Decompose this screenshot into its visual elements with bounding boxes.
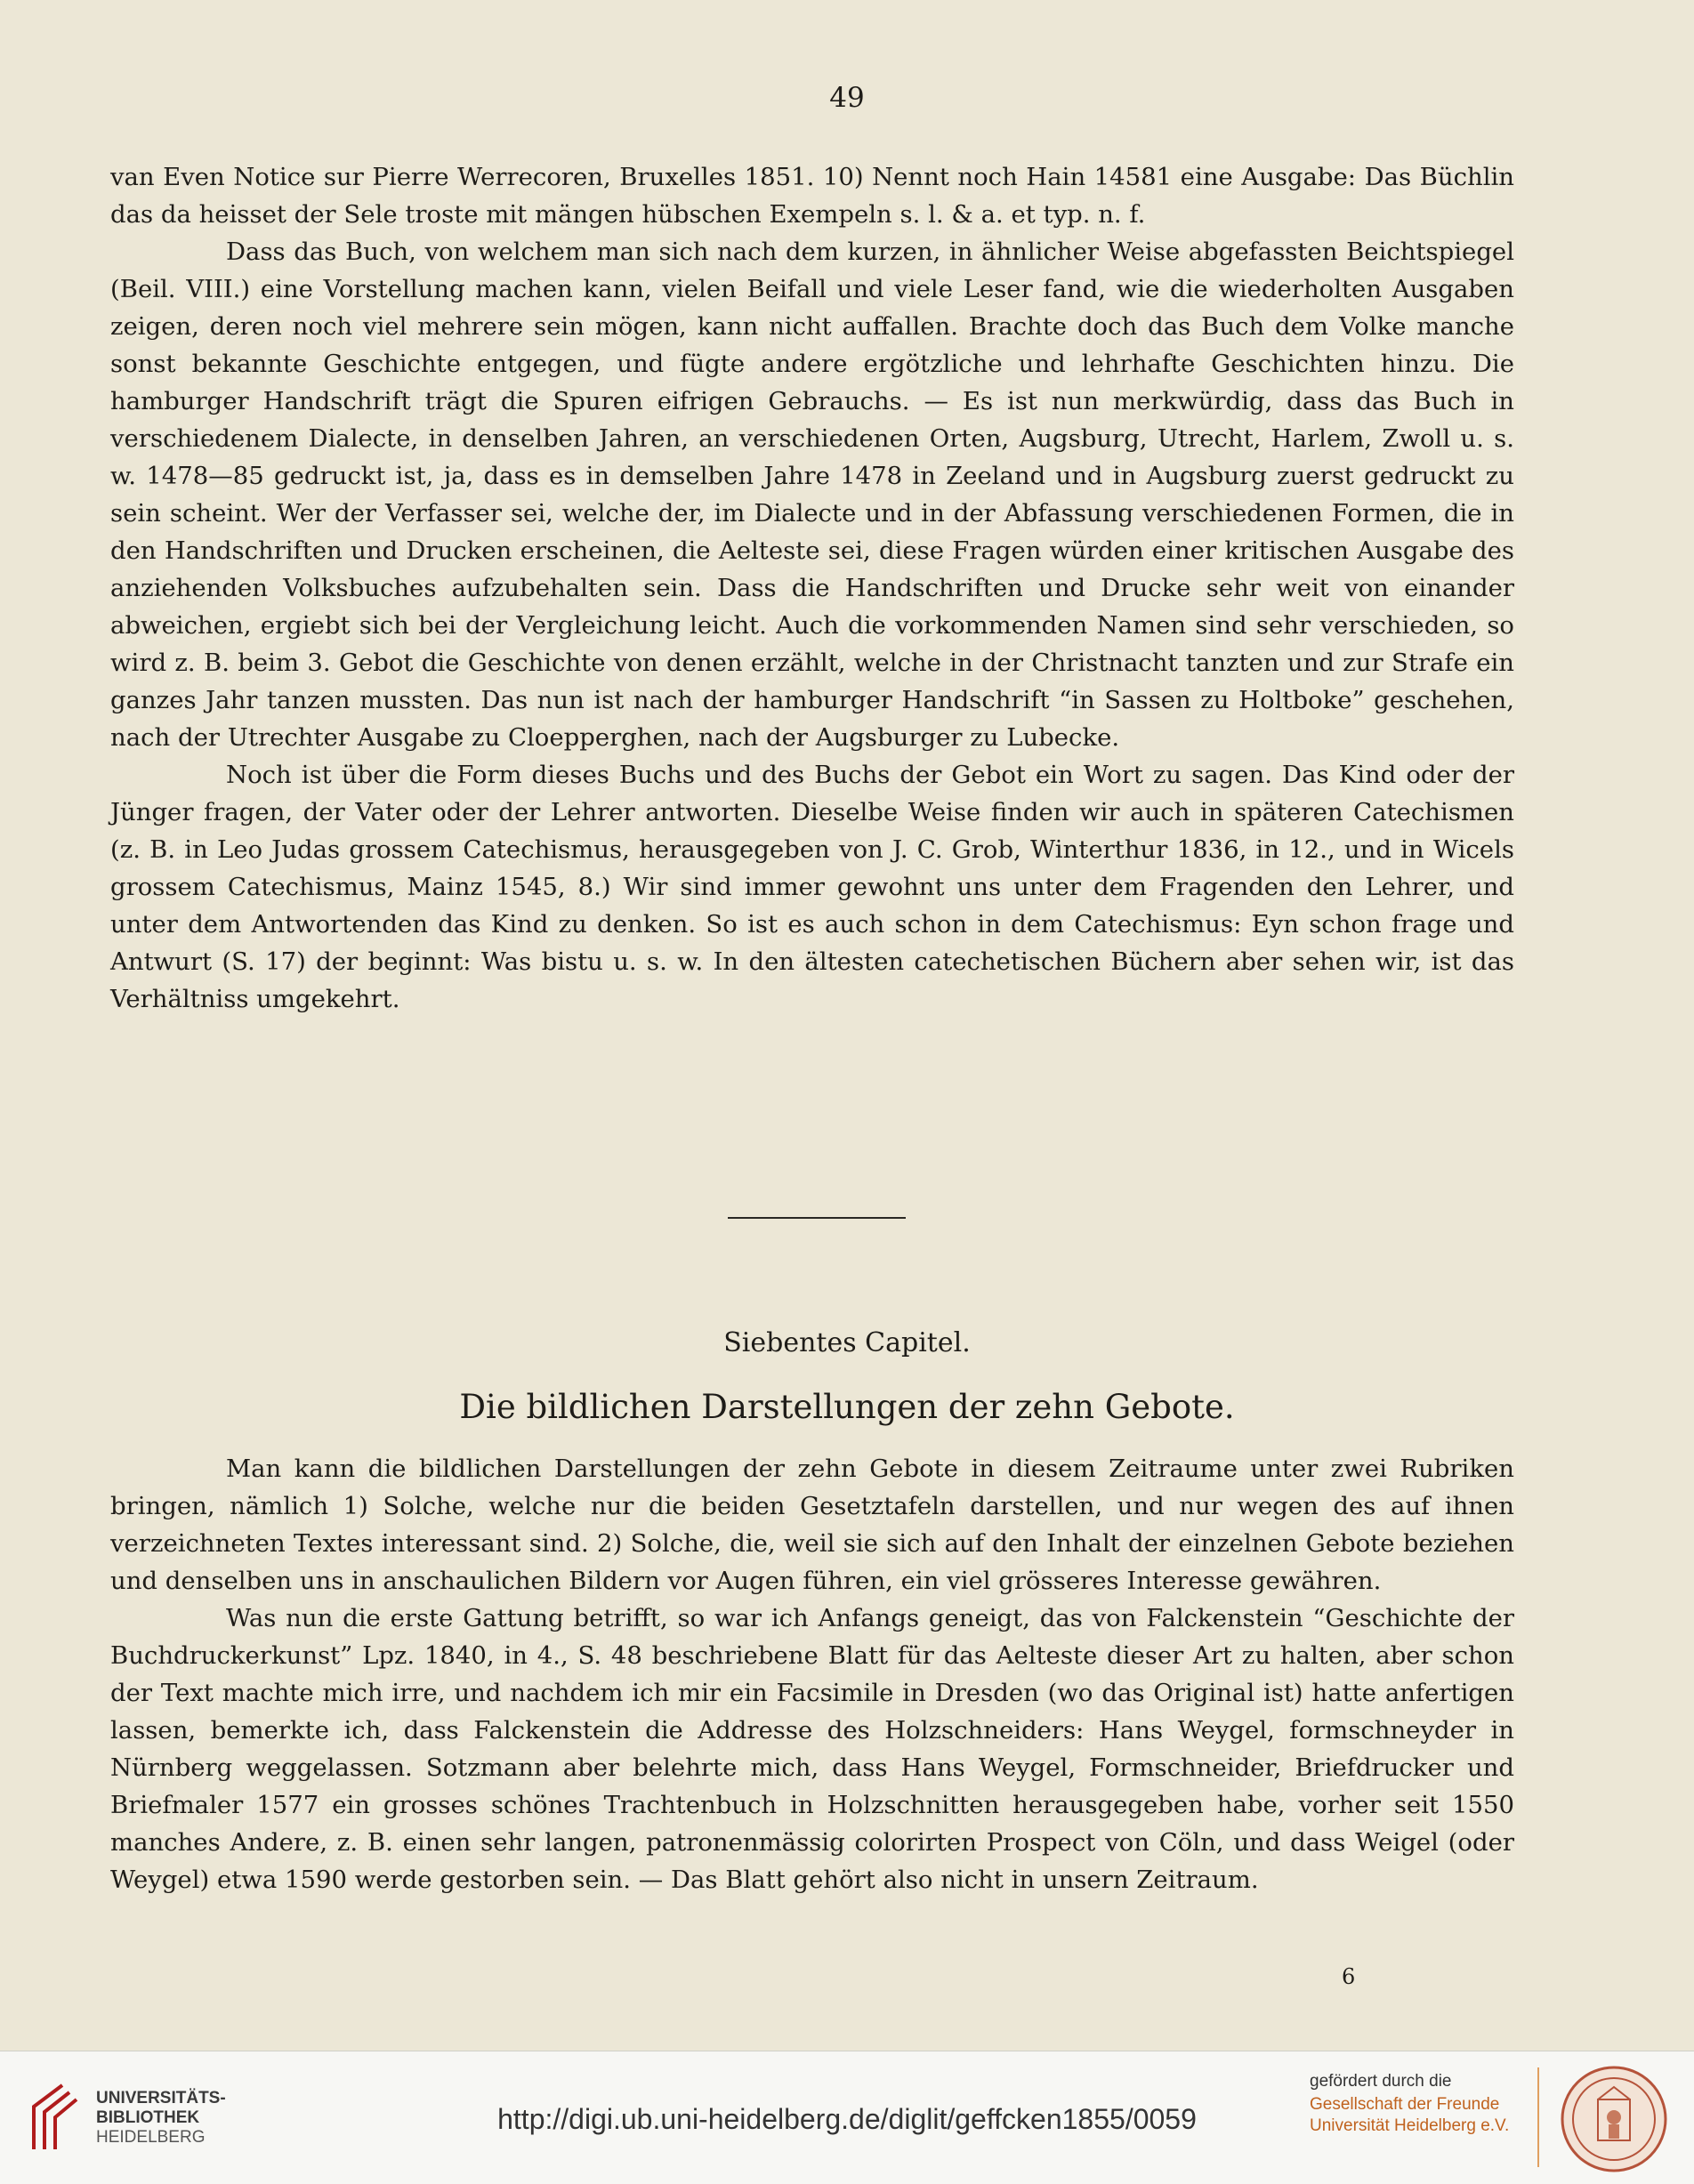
sponsor-info xyxy=(1310,2069,1509,2137)
section-divider xyxy=(728,1217,906,1219)
paragraph: Was nun die erste Gattung betrifft, so war ich Anfangs geneigt, das von Falckenstein “Geschichte der Buchdruckerkunst” Lpz. 1840, in 4., S. 48 beschriebene Blatt für das Aelteste dieser Art zu halten, aber schon der Text machte mich irre, und nachdem ich mir ein Facsimile in Dresden (wo das Original ist) hatte anfertigen lassen, bemerkte ich, dass Falckenstein die Addresse des Holzschneiders: Hans Weygel, formschneyder in Nürnberg weggelassen. Sotzmann aber belehrte mich, dass Hans Weygel, Formschneider, Briefdrucker und Briefmaler 1577 ein grosses schönes Trachtenbuch in Holzschnitten herausgegeben habe, vorher seit 1550 manches Andere, z. B. einen sehr langen, patronenmässig colorirten Prospect von Cöln, und dass Weigel (oder Weygel) etwa 1590 werde gestorben sein. — Das Blatt gehört also nicht in unsern Zeitraum. xyxy=(110,1604,1514,1894)
chapter-title: Die bildlichen Darstellungen der zehn Gebote. xyxy=(459,1388,1235,1426)
page-number: 49 xyxy=(829,82,865,114)
chapter-label: Siebentes Capitel. xyxy=(723,1327,971,1358)
body-text-bottom xyxy=(110,1450,1514,1898)
university-seal-icon xyxy=(1559,2064,1669,2174)
paragraph: Dass das Buch, von welchem man sich nach dem kurzen, in ähnlicher Weise abgefassten Beichtspiegel (Beil. VIII.) eine Vorstellung machen kann, vielen Beifall und viele Leser fand, wie die wiederholten Ausgaben zeigen, deren noch viel mehrere sein mögen, kann nicht auffallen. Brachte doch das Buch dem Volke manche sonst bekannte Geschichte entgegen, und fügte andere ergötzliche und lehrhafte Geschichten hinzu. Die hamburger Handschrift trägt die Spuren eifrigen Gebrauchs. — Es ist nun merkwürdig, dass das Buch in verschiedenem Dialecte, in denselben Jahren, an verschiedenen Orten, Augsburg, Utrecht, Harlem, Zwoll u. s. w. 1478—85 gedruckt ist, ja, dass es in demselben Jahre 1478 in Zeeland und in Augsburg zuerst gedruckt zu sein scheint. Wer der Verfasser sei, welche der, im Dialecte und in der Abfassung verschiedenen Formen, die in den Handschriften und Drucken erscheinen, die Aelteste sei, diese Fragen würden einer kritischen Ausgabe des anziehenden Volksbuches aufzubehalten sein. Dass die Handschriften und Drucke sehr weit von einander abweichen, ergiebt sich bei der Vergleichung leicht. Auch die vorkommenden Namen sind sehr verschieden, so wird z. B. beim 3. Gebot die Geschichte von denen erzählt, welche in der Christnacht tanzten und zur Strafe ein ganzes Jahr tanzen mussten. Das nun ist nach der hamburger Handschrift “in Sassen zu Holtboke” geschehen, nach der Utrechter Ausgabe zu Cloepperghen, nach der Augsburger zu Lubecke. xyxy=(110,238,1514,752)
library-name-line: BIBLIOTHEK xyxy=(96,2108,200,2127)
signature-mark: 6 xyxy=(1342,1964,1356,1989)
permalink-url[interactable]: http://digi.ub.uni-heidelberg.de/diglit/geffcken1855/0059 xyxy=(497,2103,1197,2135)
body-text-top xyxy=(110,158,1514,1018)
sponsor-org: Universität Heidelberg e.V. xyxy=(1310,2116,1510,2135)
library-name-line: UNIVERSITÄTS- xyxy=(96,2089,226,2107)
sponsor-divider xyxy=(1537,2067,1539,2167)
paragraph: Noch ist über die Form dieses Buchs und des Buchs der Gebot ein Wort zu sagen. Das Kind oder der Jünger fragen, der Vater oder der Lehrer antworten. Dieselbe Weise finden wir auch in späteren Catechismen (z. B. in Leo Judas grossem Catechismus, herausgegeben von J. C. Grob, Winterthur 1836, in 12., und in Wicels grossem Catechismus, Mainz 1545, 8.) Wir sind immer gewohnt uns unter dem Fragenden den Lehrer, und unter dem Antwortenden das Kind zu denken. So ist es auch schon in dem Catechismus: Eyn schon frage und Antwurt (S. 17) der beginnt: Was bistu u. s. w. In den ältesten catechetischen Büchern aber sehen wir, ist das Verhältniss umgekehrt. xyxy=(110,761,1514,1013)
paragraph: van Even Notice sur Pierre Werrecoren, Bruxelles 1851. 10) Nennt noch Hain 14581 eine Ausgabe: Das Büchlin das da heisset der Sele troste mit mängen hübschen Exempeln s. l. & a. et typ. n. f. xyxy=(110,163,1514,229)
paragraph: Man kann die bildlichen Darstellungen der zehn Gebote in diesem Zeitraume unter zwei Rubriken bringen, nämlich 1) Solche, welche nur die beiden Gesetztafeln darstellen, und nur wegen des auf ihnen verzeichneten Textes interessant sind. 2) Solche, die, weil sie sich auf den Inhalt der einzelnen Gebote beziehen und denselben uns in anschaulichen Bildern vor Augen führen, ein viel grösseres Interesse gewähren. xyxy=(110,1455,1514,1595)
digitization-footer xyxy=(0,2051,1694,2184)
sponsor-lead: gefördert durch die xyxy=(1310,2072,1452,2091)
library-name-line: HEIDELBERG xyxy=(96,2128,206,2147)
sponsor-org: Gesellschaft der Freunde xyxy=(1310,2095,1500,2114)
